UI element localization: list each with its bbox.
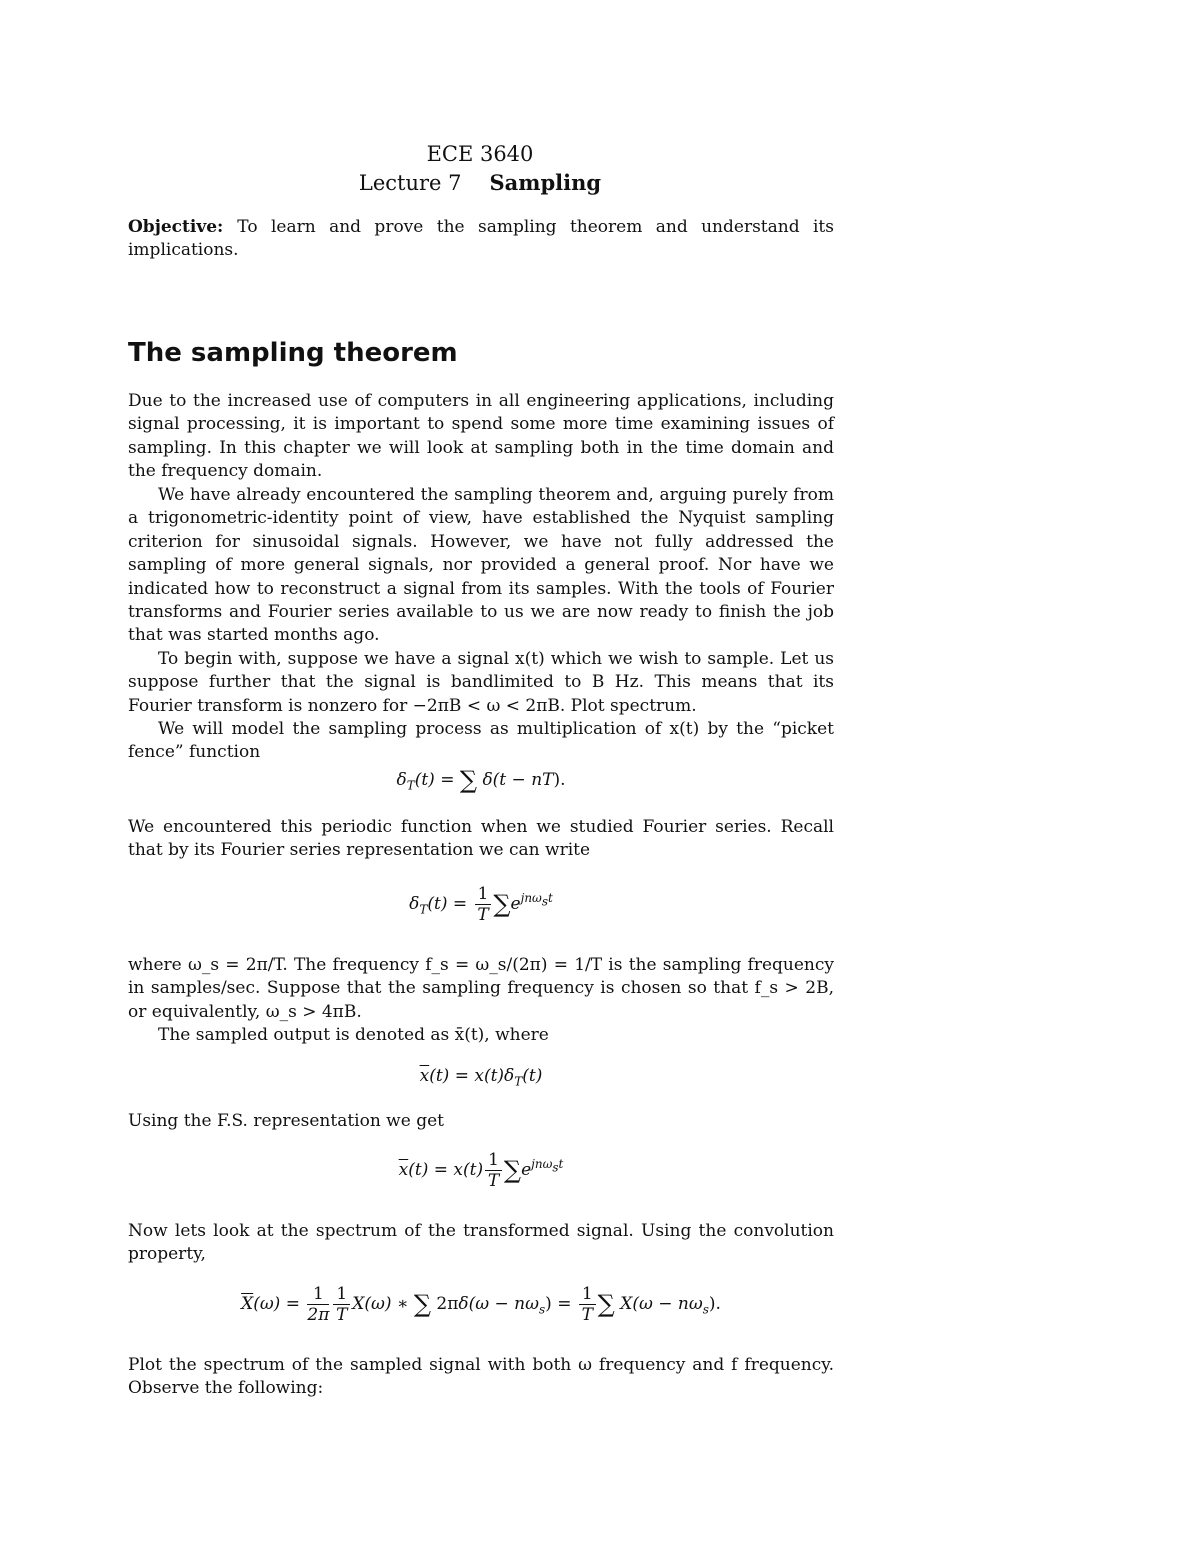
paragraph-6: where ω_s = 2π/T. The frequency f_s = ω_s/(2π) = 1/T is the sampling frequency in samples/sec. Suppose that the sampling frequency is chosen so that f_s > 2B, or equivalently, ω_s > 4πB. <box>128 955 834 1022</box>
paragraph-3: To begin with, suppose we have a signal x(t) which we wish to sample. Let us suppose further that the signal is bandlimited to B Hz. This means that its Fourier transform is nonzero for −2πB < ω < 2πB. Plot spectrum. <box>128 649 834 716</box>
paragraph-9: Now lets look at the spectrum of the transformed signal. Using the convolution property, <box>128 1221 834 1265</box>
equation-fs-representation: $\overline{x}(t) = x(t)$ $\frac{1}{T}$ $\sum e^{jn\omega_st}$ <box>398 1150 564 1191</box>
lecture-topic: Sampling <box>489 170 602 195</box>
course-title: ECE 3640 <box>426 142 534 166</box>
lecture-heading <box>0 170 960 195</box>
paragraph-5: We encountered this periodic function when we studied Fourier series. Recall that by its Fourier series representation we can write <box>128 817 834 861</box>
objective-label: Objective: <box>128 217 224 237</box>
paragraph-7: The sampled output is denoted as x̄(t), where <box>158 1025 549 1045</box>
equation-spectrum: $\overline{X}(\omega)$ = $\frac{1}{2\pi}$ $\frac{1}{T}$ X(ω) ∗ ∑ $2\pi\delta(\omega - n\omega_s)$ = $\frac{1}{T}$ ∑ $X(\omega - n\omega_s)$. <box>241 1284 721 1325</box>
paragraph-10: Plot the spectrum of the sampled signal with both ω frequency and f frequency. Observe the following: <box>128 1355 834 1399</box>
lecture-number: Lecture 7 <box>358 171 462 195</box>
equation-picket-fence: $\delta_T(t)$ = ∑ δ(t − nT). <box>396 766 566 794</box>
objective-text: To learn and prove the sampling theorem and understand its implications. <box>128 217 834 260</box>
paragraph-2: We have already encountered the sampling theorem and, arguing purely from a trigonometric-identity point of view, have established the Nyquist sampling criterion for sinusoidal signals. However, we have not fully addressed the sampling of more general signals, nor provided a general proof. Nor have we indicated how to reconstruct a signal from its samples. With the tools of Fourier transforms and Fourier series available to us we are now ready to finish the job that was started months ago. <box>128 485 834 646</box>
section-title: The sampling theorem <box>128 338 458 368</box>
paragraph-8: Using the F.S. representation we get <box>128 1111 444 1131</box>
paragraph-4: We will model the sampling process as multiplication of x(t) by the “picket fence” function <box>128 719 834 763</box>
equation-fourier-series: $\delta_T(t)$ = $\frac{1}{T}$ $\sum e^{jn\omega_st}$ <box>409 884 553 925</box>
objective <box>128 216 834 262</box>
equation-sampled-output: $\overline{x}(t) = x(t)\delta_T(t)$ <box>419 1066 543 1089</box>
paragraph-1: Due to the increased use of computers in all engineering applications, including signal processing, it is important to spend some more time examining issues of sampling. In this chapter we will look at sampling both in the time domain and the frequency domain. <box>128 391 834 482</box>
